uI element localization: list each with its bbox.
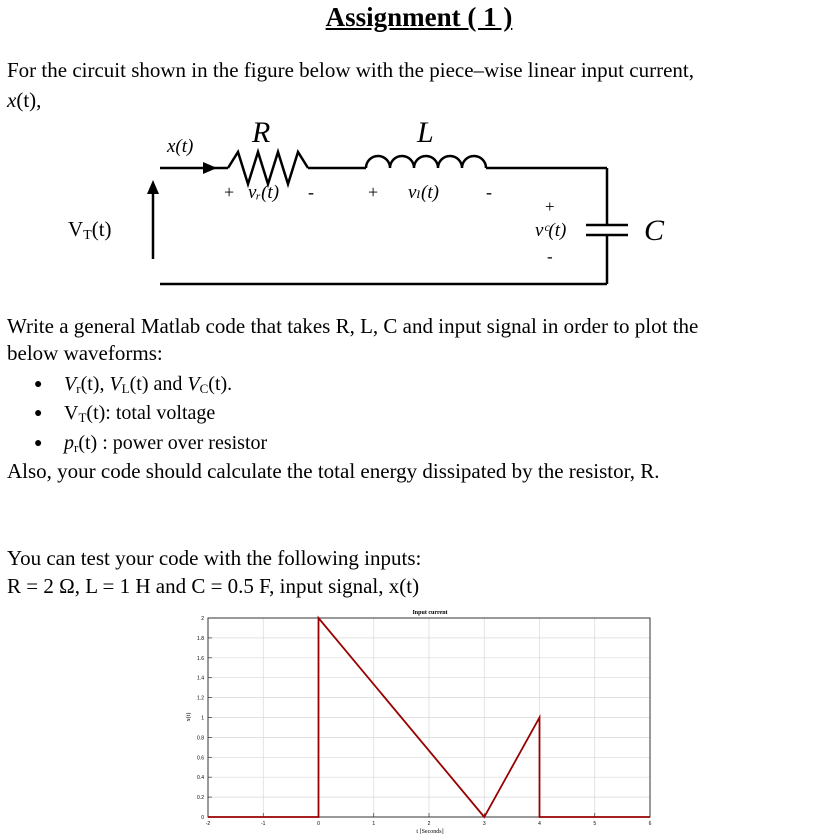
resistor-label: R (252, 116, 271, 149)
vl-minus: - (486, 182, 492, 202)
energy-instruction: Also, your code should calculate the total energy dissipated by the resistor, R. (7, 459, 660, 483)
chart-ytick-label: 1.2 (197, 695, 204, 702)
vr-minus: - (308, 182, 314, 202)
input-current-chart (170, 606, 670, 838)
chart-ytick-label: 0.6 (197, 755, 204, 762)
chart-xtick-label: 3 (482, 821, 486, 827)
chart-xlabel: t [Seconds] (416, 829, 444, 835)
task-line-1: Write a general Matlab code that takes R, L, C and input signal in order to plot the (7, 314, 699, 338)
resistor-symbol (228, 152, 308, 184)
chart-xtick-label: 4 (538, 821, 541, 827)
chart-xtick-label: -1 (261, 821, 266, 827)
chart-xtick-label: 6 (648, 821, 652, 827)
chart-title: Input current (412, 610, 448, 616)
chart-xtick-label: 5 (593, 821, 597, 827)
vc-minus: - (547, 247, 553, 266)
vl-plus: + (368, 182, 379, 202)
chart-ytick-label: 0.2 (197, 795, 204, 802)
vl-label: vₗ(t) (408, 182, 439, 203)
chart-ytick-label: 0.8 (197, 735, 204, 742)
chart-ytick-label: 1 (201, 715, 204, 722)
test-line-1: You can test your code with the following inputs: (7, 546, 422, 570)
input-current-label: x(t) (167, 136, 194, 157)
inductor-label: L (417, 116, 434, 149)
vr-plus: + (224, 182, 235, 202)
bullet-item: ● $V_T(t)$: total voltage (34, 402, 216, 425)
intro-line-2: x(t), (7, 88, 42, 112)
inductor-symbol (366, 156, 486, 168)
vc-label: vᶜ(t) (535, 220, 567, 241)
task-line-2: below waveforms: (7, 341, 163, 365)
chart-ytick-label: 1.6 (197, 655, 204, 662)
chart-xtick-label: 1 (372, 821, 376, 827)
chart-ytick-label: 0.4 (197, 775, 204, 782)
chart-ylabel: x(t) (186, 712, 192, 722)
capacitor-label: C (644, 214, 665, 247)
chart-xtick-label: 2 (427, 821, 431, 827)
bullet-item: ● $p_r(t)$ : power over resistor (34, 432, 268, 455)
vc-plus: + (545, 197, 555, 216)
intro-line-1: For the circuit shown in the figure below with the piece–wise linear input current, (7, 58, 694, 82)
vt-label: VT(t) (68, 217, 112, 243)
chart-ytick-label: 2 (201, 616, 204, 622)
chart-ytick-label: 0 (201, 815, 204, 821)
page-title: Assignment ( 1 ) (325, 2, 513, 32)
vt-arrowhead (147, 180, 159, 194)
chart-xtick-label: 0 (317, 821, 320, 827)
chart-ytick-label: 1.4 (197, 675, 204, 682)
test-line-2: R = 2 Ω, L = 1 H and C = 0.5 F, input signal, x(t) (7, 574, 420, 598)
vr-label: vᵣ(t) (248, 182, 280, 203)
current-arrowhead (203, 162, 217, 174)
bullet-item: ● $V_r(t)$, $V_L(t)$ and $V_C(t)$. (34, 373, 233, 396)
circuit-diagram (0, 110, 838, 300)
chart-xtick-label: -2 (205, 821, 211, 827)
chart-ytick-label: 1.8 (197, 635, 204, 642)
